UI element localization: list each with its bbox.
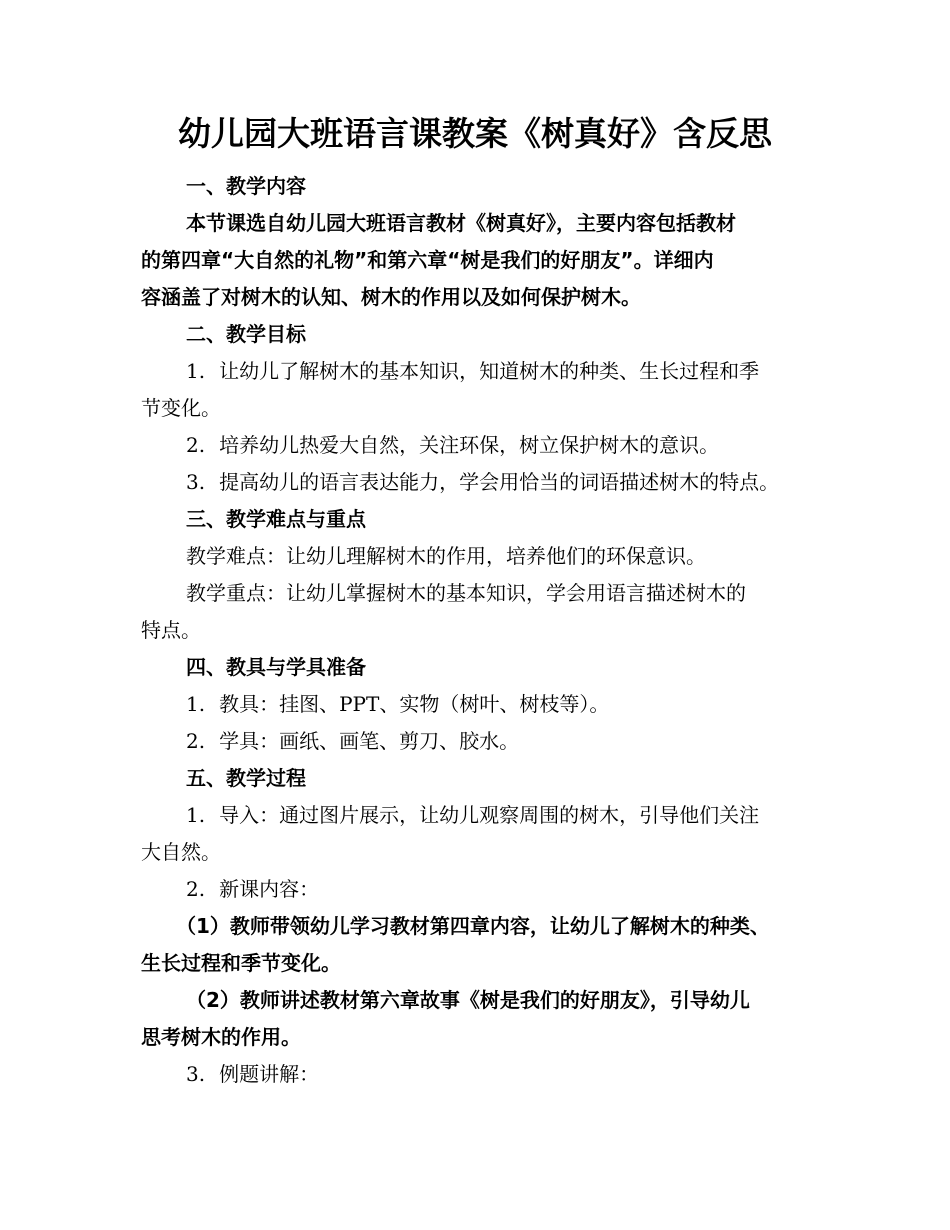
material-item-2: [186, 727, 519, 755]
section-heading-content: 一、教学内容: [186, 174, 306, 198]
section-heading-difficulty: 三、教学难点与重点: [186, 507, 366, 531]
sub-item-2: （2）教师讲述教材第六章故事《树是我们的好朋友》，引导幼儿: [186, 988, 750, 1012]
content-paragraph-line: 本节课选自幼儿园大班语言教材《树真好》，主要内容包括教材: [186, 211, 736, 235]
process-item-2: [186, 875, 319, 903]
document-title: 幼儿园大班语言课教案《树真好》含反思: [178, 114, 772, 153]
material-text: 教具：挂图、PPT、实物（树叶、树枝等）。: [219, 692, 610, 716]
list-number: 1.: [186, 359, 206, 383]
goal-item-3: [186, 468, 779, 496]
list-number: 3.: [186, 470, 206, 494]
sub-item-1-continued: 生长过程和季节变化。: [141, 951, 341, 975]
goal-item-1: [186, 357, 759, 385]
goal-text: 培养幼儿热爱大自然，关注环保，树立保护树木的意识。: [219, 433, 720, 457]
process-item-1: [186, 801, 759, 829]
key-point-text-continued: 特点。: [141, 618, 201, 642]
process-item-1-continued: 大自然。: [141, 840, 221, 864]
key-point-text: 教学重点：让幼儿掌握树木的基本知识，学会用语言描述树木的: [186, 581, 746, 605]
difficulty-text: 教学难点：让幼儿理解树木的作用，培养他们的环保意识。: [186, 544, 706, 568]
process-text: 例题讲解：: [219, 1062, 320, 1086]
list-number: 1.: [186, 692, 206, 716]
goal-text: 提高幼儿的语言表达能力，学会用恰当的词语描述树木的特点。: [219, 470, 780, 494]
list-number: 2.: [186, 433, 206, 457]
section-heading-goals: 二、教学目标: [186, 322, 306, 346]
content-paragraph-line: 的第四章“大自然的礼物”和第六章“树是我们的好朋友”。详细内: [141, 248, 714, 272]
goal-item-2: [186, 431, 719, 459]
list-number: 2.: [186, 877, 206, 901]
list-number: 1.: [186, 803, 206, 827]
section-heading-process: 五、教学过程: [186, 766, 306, 790]
process-text: 新课内容：: [219, 877, 320, 901]
list-number: 3.: [186, 1062, 206, 1086]
process-item-3: [186, 1060, 319, 1088]
material-item-1: [186, 690, 609, 718]
goal-text: 让幼儿了解树木的基本知识，知道树木的种类、生长过程和季: [219, 359, 760, 383]
content-paragraph-line: 容涵盖了对树木的认知、树木的作用以及如何保护树木。: [141, 285, 641, 309]
list-number: 2.: [186, 729, 206, 753]
material-text: 学具：画纸、画笔、剪刀、胶水。: [219, 729, 520, 753]
sub-item-2-continued: 思考树木的作用。: [141, 1025, 301, 1049]
goal-item-1-continued: 节变化。: [141, 396, 221, 420]
sub-item-1: （1）教师带领幼儿学习教材第四章内容，让幼儿了解树木的种类、: [176, 914, 770, 938]
section-heading-materials: 四、教具与学具准备: [186, 655, 366, 679]
process-text: 导入：通过图片展示，让幼儿观察周围的树木，引导他们关注: [219, 803, 760, 827]
